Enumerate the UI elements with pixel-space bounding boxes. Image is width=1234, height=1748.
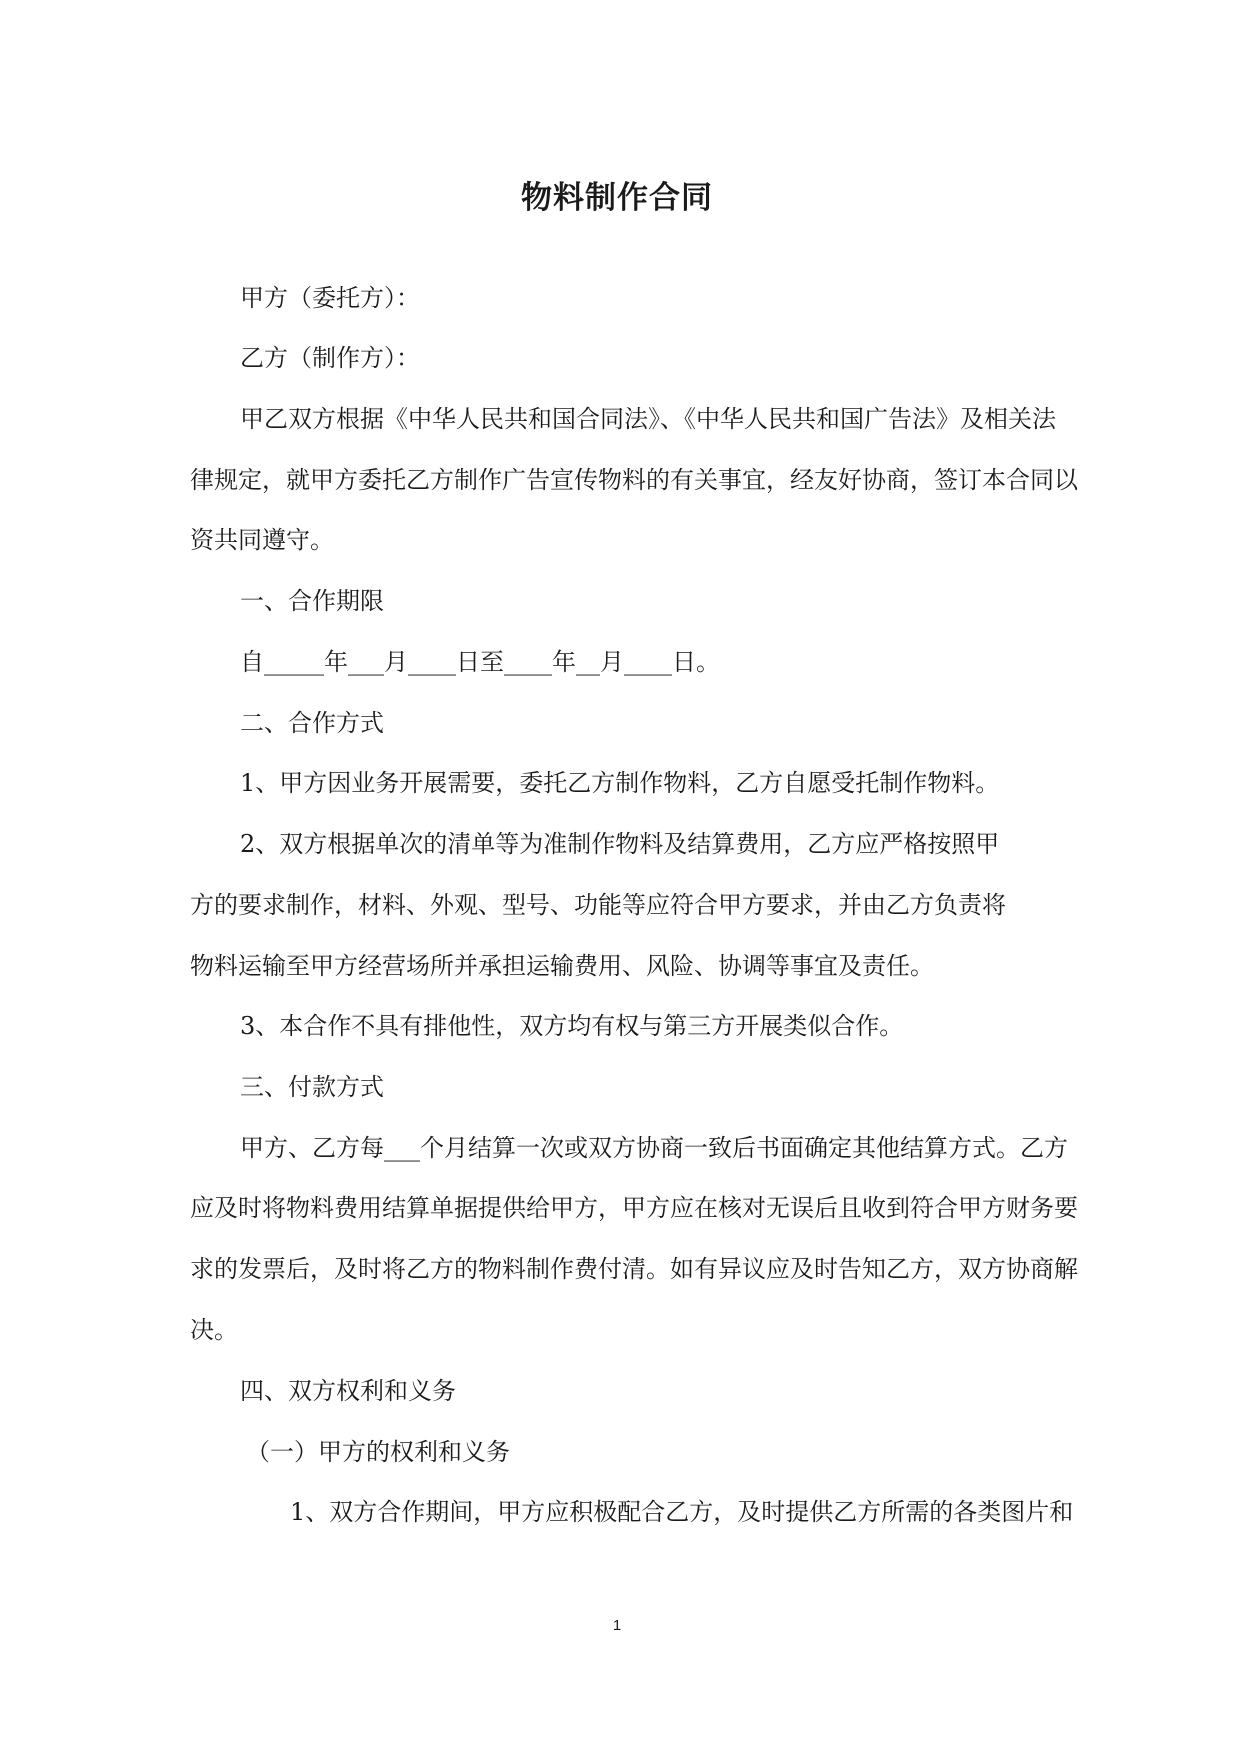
party-b-line: 乙方（制作方）： <box>240 344 420 372</box>
payment-line: 求的发票后，及时将乙方的物料制作费付清。如有异议应及时告知乙方，双方协商解 <box>190 1255 1078 1283</box>
section-heading: 三、付款方式 <box>240 1073 384 1101</box>
subsection-heading: （一）甲方的权利和义务 <box>246 1438 510 1466</box>
payment-line: 决。 <box>190 1316 238 1344</box>
party-a-line: 甲方（委托方）： <box>240 284 420 312</box>
page-number: 1 <box>612 1617 622 1634</box>
section-heading: 一、合作期限 <box>240 587 384 615</box>
section-heading: 四、双方权利和义务 <box>240 1377 456 1405</box>
section-heading: 二、合作方式 <box>240 709 384 737</box>
clause-line: 3、本合作不具有排他性，双方均有权与第三方开展类似合作。 <box>240 1012 904 1040</box>
payment-line: 应及时将物料费用结算单据提供给甲方，甲方应在核对无误后且收到符合甲方财务要 <box>190 1194 1078 1222</box>
term-line: 自_____年___月____日至____年__月____日。 <box>240 648 720 676</box>
clause-line: 1、甲方因业务开展需要，委托乙方制作物料，乙方自愿受托制作物料。 <box>240 769 1000 797</box>
payment-line: 甲方、乙方每___个月结算一次或双方协商一致后书面确定其他结算方式。乙方 <box>240 1134 1068 1162</box>
clause-line: 方的要求制作，材料、外观、型号、功能等应符合甲方要求，并由乙方负责将 <box>190 891 1006 919</box>
clause-line: 1、双方合作期间，甲方应积极配合乙方，及时提供乙方所需的各类图片和 <box>290 1498 1074 1526</box>
preamble-line: 资共同遵守。 <box>190 526 334 554</box>
document-title: 物料制作合同 <box>521 180 713 216</box>
clause-line: 物料运输至甲方经营场所并承担运输费用、风险、协调等事宜及责任。 <box>190 952 934 980</box>
preamble-line: 甲乙双方根据《中华人民共和国合同法》、《中华人民共和国广告法》及相关法 <box>240 405 1056 433</box>
preamble-line: 律规定，就甲方委托乙方制作广告宣传物料的有关事宜，经友好协商，签订本合同以 <box>190 466 1078 494</box>
clause-line: 2、双方根据单次的清单等为准制作物料及结算费用，乙方应严格按照甲 <box>240 830 1000 858</box>
